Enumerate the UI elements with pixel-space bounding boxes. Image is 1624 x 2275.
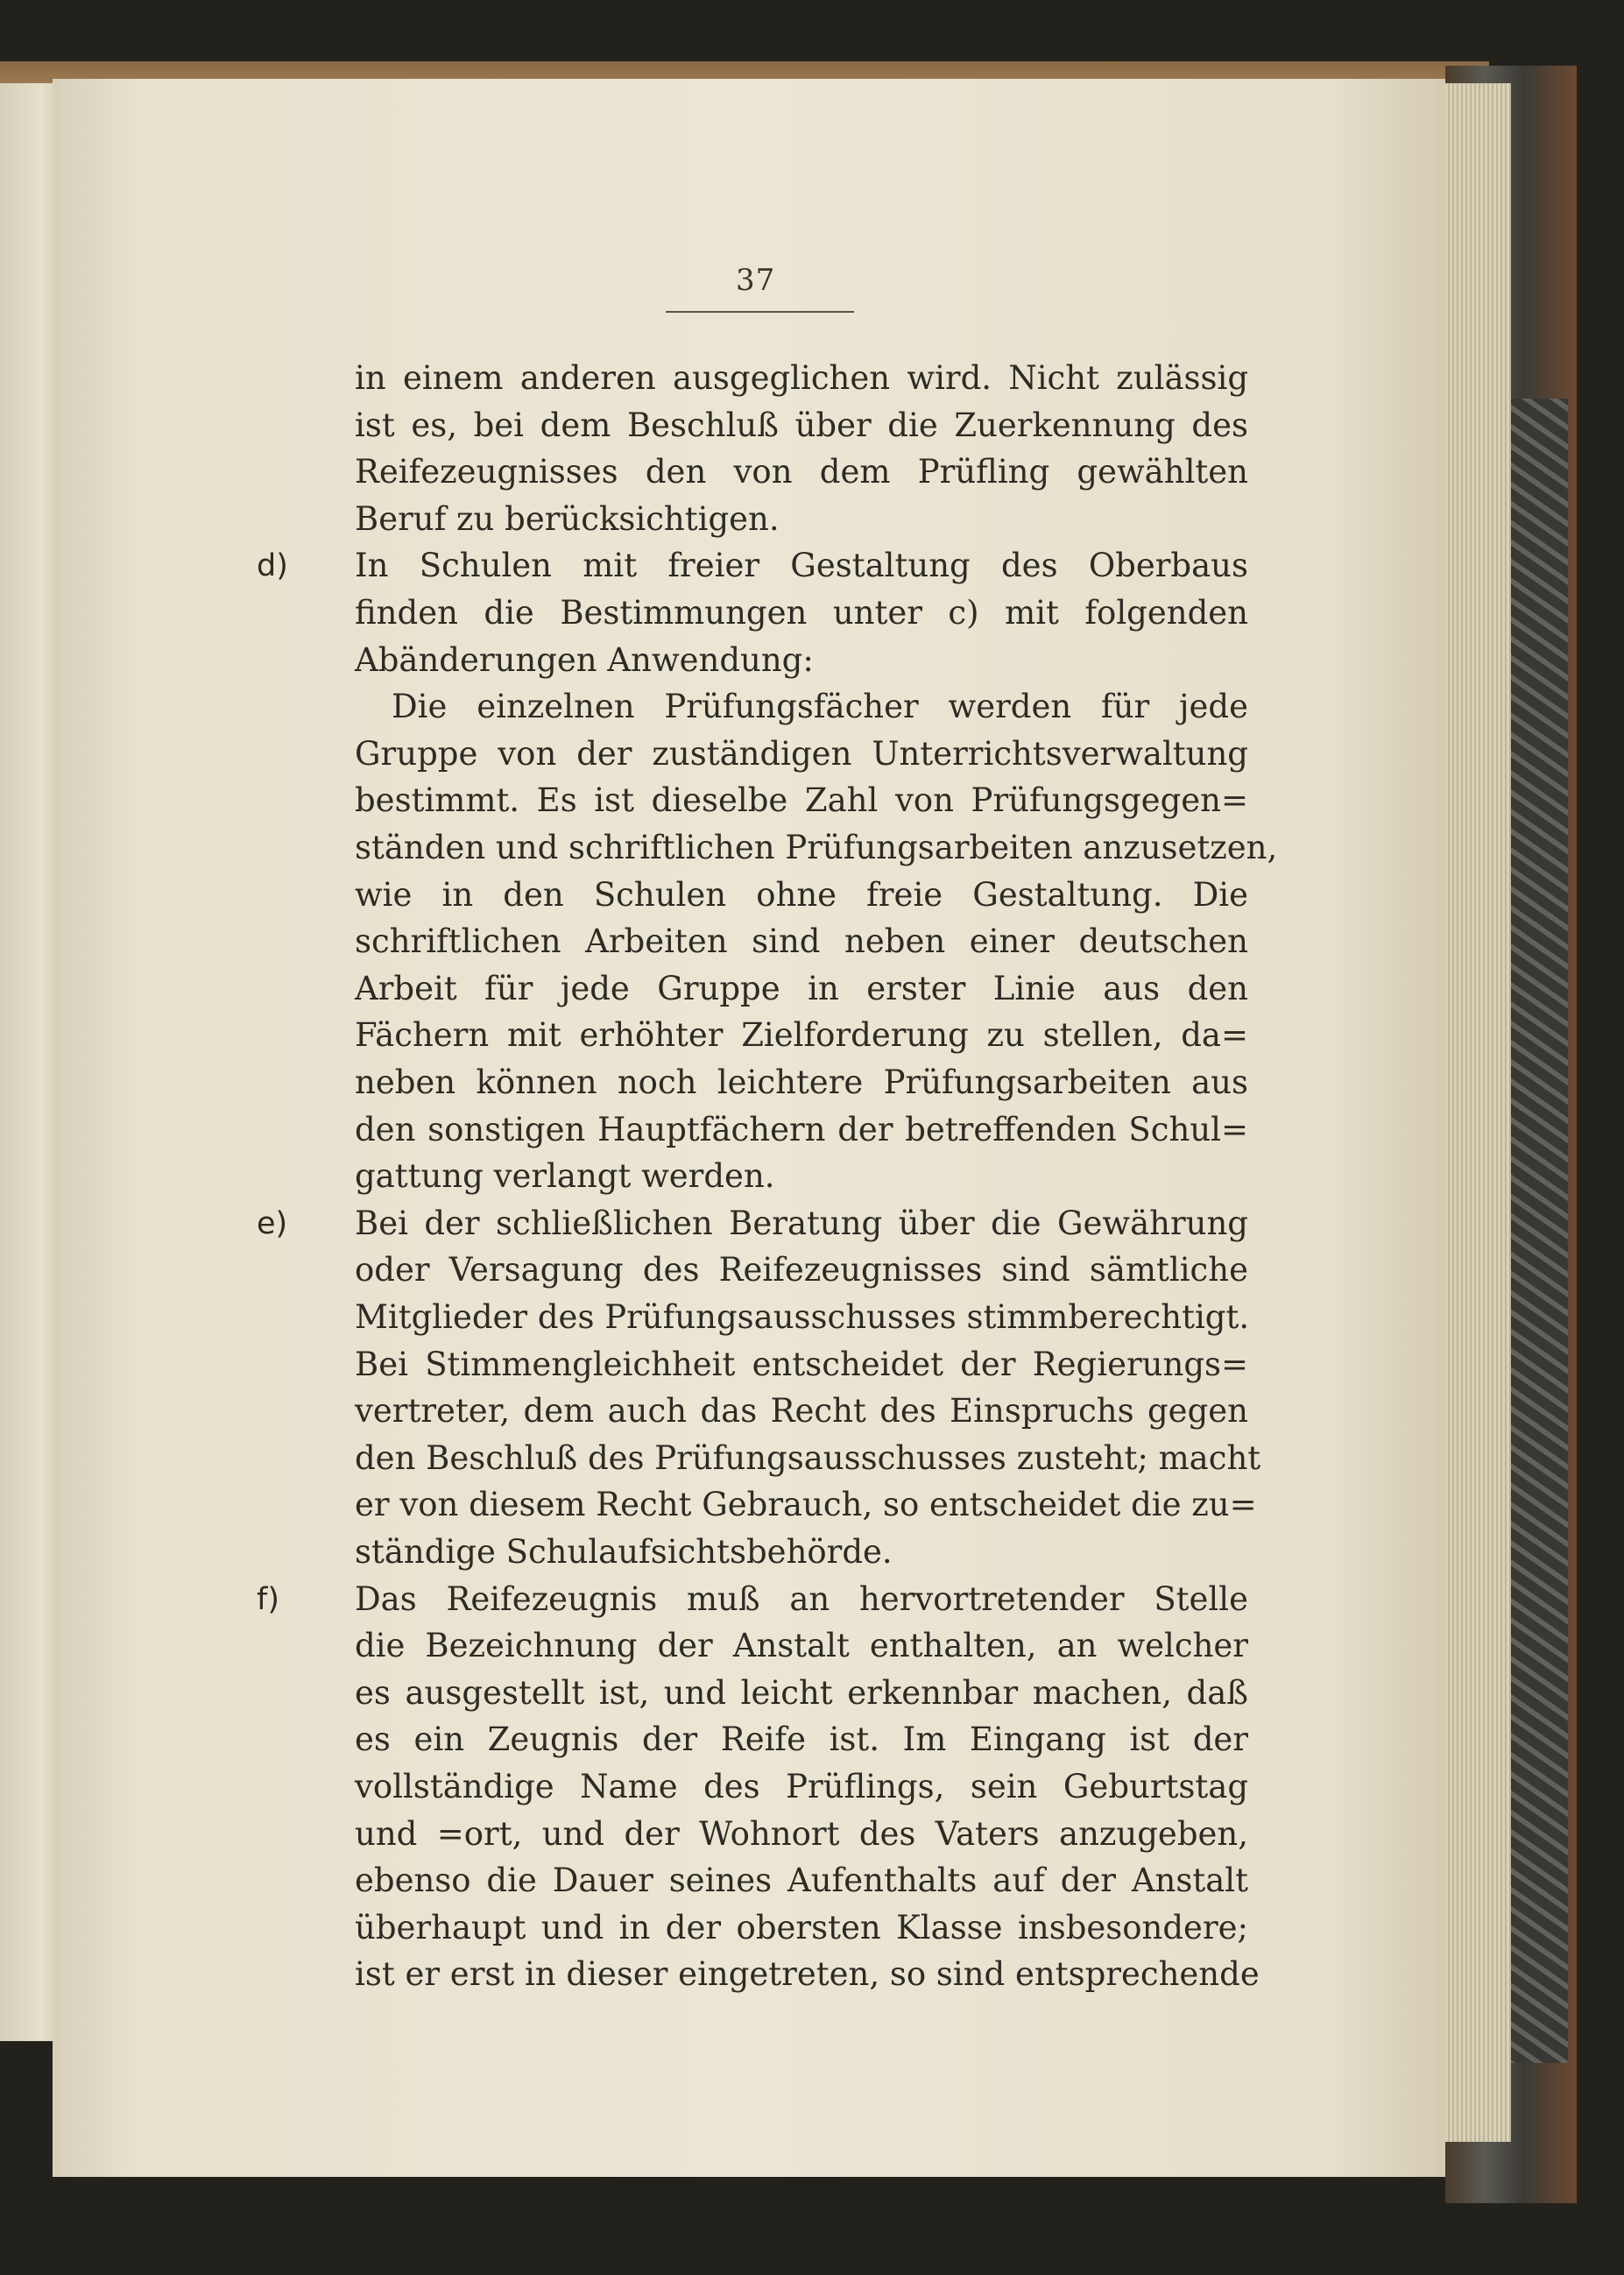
text-line: oder Versagung des Reifezeugnisses sind sämtliche — [355, 1251, 1248, 1289]
text-line: überhaupt und in der obersten Klasse insbesondere; — [355, 1908, 1248, 1946]
text-line: Arbeit für jede Gruppe in erster Linie aus den — [355, 969, 1248, 1007]
page-number: 37 — [736, 263, 776, 298]
text-line: den sonstigen Hauptfächern der betreffenden Schul= — [355, 1110, 1248, 1148]
marbled-cover — [1507, 399, 1568, 2063]
text-line: wie in den Schulen ohne freie Gestaltung. Die — [355, 875, 1248, 914]
text-line: ebenso die Dauer seines Aufenthalts auf der Anstalt — [355, 1862, 1248, 1900]
text-line: Gruppe von der zuständigen Unterrichtsverwaltung — [355, 734, 1248, 773]
text-line: er von diesem Recht Gebrauch, so entscheidet die zu= — [355, 1486, 1257, 1524]
text-line: neben können noch leichtere Prüfungsarbeiten aus — [355, 1063, 1248, 1101]
text-line: Das Reifezeugnis muß an hervortretender Stelle — [355, 1579, 1248, 1618]
text-line: Reifezeugnisses den von dem Prüfling gewählten — [355, 453, 1248, 491]
text-line: ist er erst in dieser eingetreten, so sind entsprechende — [355, 1955, 1260, 1994]
book-page — [53, 79, 1445, 2177]
text-line: die Bezeichnung der Anstalt enthalten, an welcher — [355, 1627, 1248, 1665]
text-line: Mitglieder des Prüfungsausschusses stimmberechtigt. — [355, 1298, 1250, 1336]
text-line: es ein Zeugnis der Reife ist. Im Eingang ist der — [355, 1720, 1248, 1759]
text-line: Die einzelnen Prüfungsfächer werden für jede — [392, 688, 1248, 726]
text-line: bestimmt. Es ist dieselbe Zahl von Prüfungsgegen= — [355, 781, 1248, 820]
text-line: Bei Stimmengleichheit entscheidet der Regierungs= — [355, 1345, 1248, 1383]
text-line: es ausgestellt ist, und leicht erkennbar machen, daß — [355, 1673, 1248, 1712]
text-line: schriftlichen Arbeiten sind neben einer deutschen — [355, 922, 1248, 961]
list-marker: d) — [257, 548, 288, 584]
text-line: finden die Bestimmungen unter c) mit folgenden — [355, 594, 1248, 632]
text-line: vertreter, dem auch das Recht des Einspruchs gegen — [355, 1392, 1248, 1431]
text-line: gattung verlangt werden. — [355, 1157, 775, 1196]
text-line: vollständige Name des Prüflings, sein Geburtstag — [355, 1768, 1248, 1805]
text-line: Bei der schließlichen Beratung über die Gewährung — [355, 1204, 1248, 1242]
page-stack-edges — [1437, 83, 1511, 2142]
text-line: Abänderungen Anwendung: — [355, 640, 814, 679]
text-line: und =ort, und der Wohnort des Vaters anzugeben, — [355, 1814, 1248, 1853]
header-rule — [666, 311, 854, 313]
text-line: ständen und schriftlichen Prüfungsarbeiten anzusetzen, — [355, 829, 1278, 866]
text-line: Fächern mit erhöhter Zielforderung zu stellen, da= — [355, 1016, 1248, 1055]
text-line: In Schulen mit freier Gestaltung des Oberbaus — [355, 547, 1248, 585]
text-line: ist es, bei dem Beschluß über die Zuerkennung des — [355, 406, 1248, 444]
list-marker: f) — [257, 1581, 279, 1617]
text-line: den Beschluß des Prüfungsausschusses zusteht; macht — [355, 1438, 1261, 1477]
list-marker: e) — [257, 1205, 288, 1241]
text-line: in einem anderen ausgeglichen wird. Nicht zulässig — [355, 359, 1248, 397]
text-line: ständige Schulaufsichtsbehörde. — [355, 1533, 893, 1571]
text-line: Beruf zu berücksichtigen. — [355, 499, 780, 538]
